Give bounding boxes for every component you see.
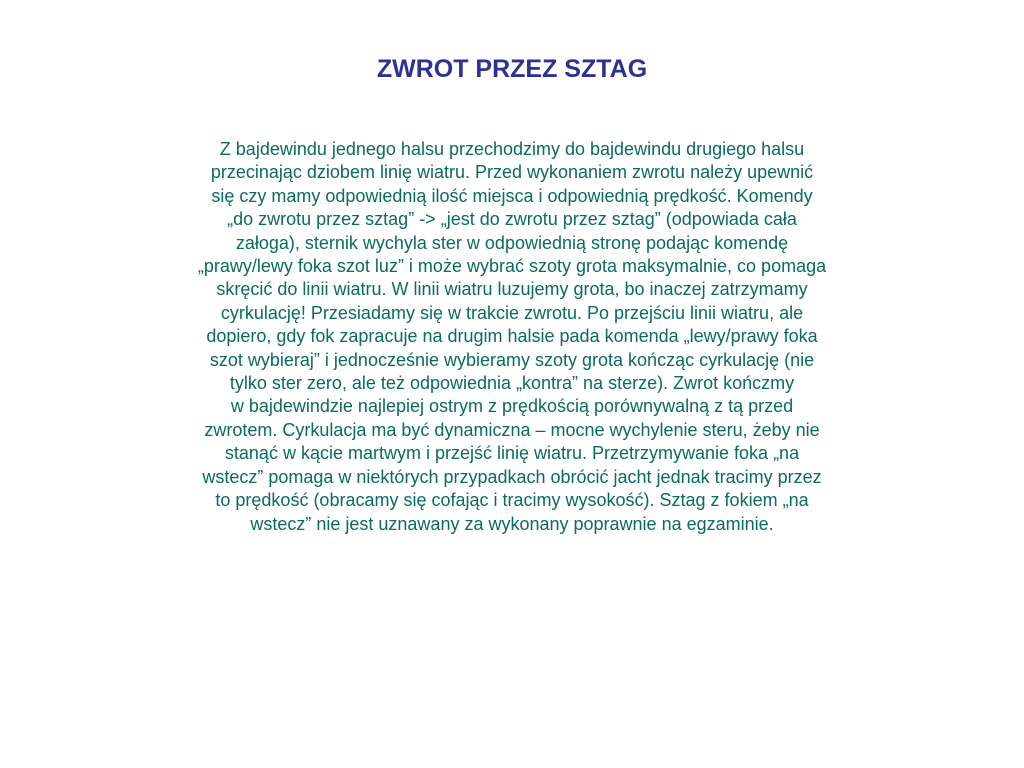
body-line: dopiero, gdy fok zapracuje na drugim halsie pada komenda „lewy/prawy foka — [206, 326, 818, 347]
slide-title: ZWROT PRZEZ SZTAG — [376, 55, 648, 83]
body-line: przecinając dziobem linię wiatru. Przed wykonaniem zwrotu należy upewnić — [210, 162, 814, 183]
body-line: tylko ster zero, ale też odpowiednia „kontra” na sterze). Zwrot kończmy — [229, 373, 795, 394]
body-line: Z bajdewindu jednego halsu przechodzimy do bajdewindu drugiego halsu — [219, 139, 805, 159]
body-line: stanąć w kącie martwym i przejść linię wiatru. Przetrzymywanie foka „na — [224, 443, 800, 464]
body-line: to prędkość (obracamy się cofając i tracimy wysokość). Sztag z fokiem „na — [215, 490, 809, 511]
body-line: załoga), sternik wychyla ster w odpowiednią stronę podając komendę — [235, 232, 789, 253]
body-line: cyrkulację! Przesiadamy się w trakcie zwrotu. Po przejściu linii wiatru, ale — [220, 302, 804, 323]
body-line: zwrotem. Cyrkulacja ma być dynamiczna – mocne wychylenie steru, żeby nie — [204, 419, 820, 440]
body-line: „do zwrotu przez sztag” -> „jest do zwrotu przez sztag” (odpowiada cała — [227, 209, 797, 230]
body-line: się czy mamy odpowiednią ilość miejsca i odpowiednią prędkość. Komendy — [211, 185, 813, 206]
body-line: skręcić do linii wiatru. W linii wiatru luzujemy grota, bo inaczej zatrzymamy — [216, 279, 808, 300]
body-line: w bajdewindzie najlepiej ostrym z prędkością porównywalną z tą przed — [230, 396, 794, 417]
body-line: wstecz” pomaga w niektórych przypadkach obrócić jacht jednak tracimy przez — [202, 466, 822, 487]
body-line: wstecz” nie jest uznawany za wykonany poprawnie na egzaminie. — [250, 513, 774, 534]
slide-body-text — [150, 138, 874, 536]
body-line: „prawy/lewy foka szot luz” i może wybrać szoty grota maksymalnie, co pomaga — [197, 256, 827, 277]
body-line: szot wybieraj” i jednocześnie wybieramy szoty grota kończąc cyrkulację (nie — [209, 349, 815, 370]
